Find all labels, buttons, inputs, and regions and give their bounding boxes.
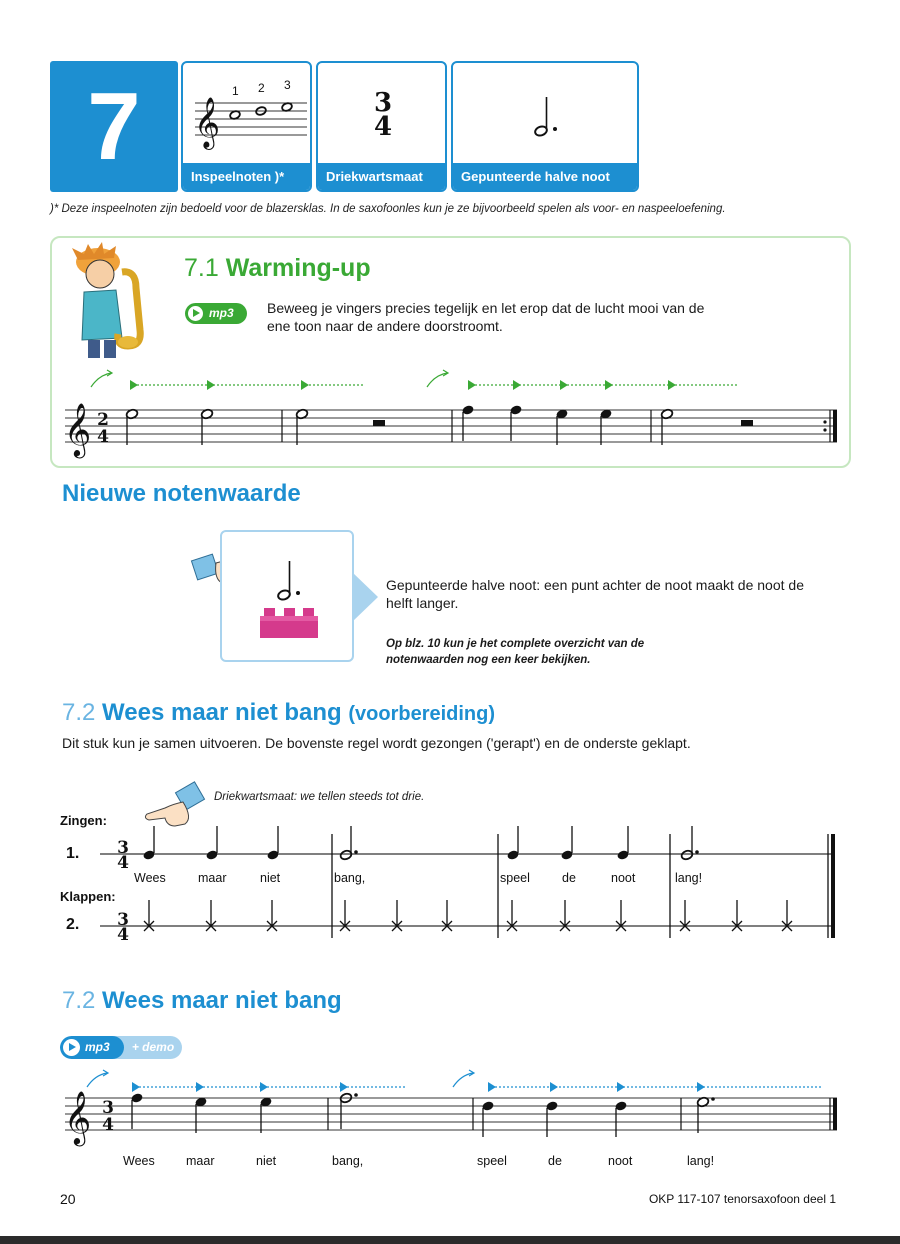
card-inspeelnoten <box>181 61 312 192</box>
page-edge <box>0 1236 900 1244</box>
mp3-part[interactable] <box>60 1036 124 1059</box>
pointer-arrow <box>352 572 378 622</box>
mp3-label: mp3 <box>209 306 234 320</box>
warmup-staff <box>55 365 845 465</box>
new-value-heading: Nieuwe notenwaarde <box>62 480 301 507</box>
dotted-half-note-card <box>220 530 354 662</box>
warmup-number: 7.1 <box>184 254 219 282</box>
prep-number: 7.2 <box>62 699 96 726</box>
line2-number: 2. <box>66 916 80 933</box>
prep-lyric-3: niet <box>260 871 281 885</box>
prep-lyric-1: Wees <box>134 871 166 885</box>
prep-intro: Dit stuk kun je samen uitvoeren. De bovenste regel wordt gezongen ('gerapt') en de onderste geklapt. <box>62 735 691 751</box>
prep-lyric-8: lang! <box>675 871 703 885</box>
note-number-3: 3 <box>284 78 291 92</box>
mp3-button[interactable] <box>185 303 247 324</box>
treble-clef-icon: 𝄞 <box>194 97 221 148</box>
prep-subtitle: (voorbereiding) <box>348 703 496 725</box>
line1-number: 1. <box>66 845 80 862</box>
play-icon <box>63 1039 80 1056</box>
prep-title <box>62 699 495 727</box>
song-lyric-4: bang, <box>332 1154 364 1168</box>
prep-lyric-7: noot <box>611 871 636 885</box>
prep-hint: Driekwartsmaat: we tellen steeds tot drie. <box>214 791 425 803</box>
saxophone-player-illustration <box>64 242 154 362</box>
note-and-block-illustration <box>222 532 356 662</box>
publication-code: OKP 117-107 tenorsaxofoon deel 1 <box>648 1192 836 1206</box>
warmup-notes-staff <box>183 63 312 163</box>
time-sig-top-2: 3 <box>117 910 129 930</box>
song-lyric-2: maar <box>186 1154 215 1168</box>
time-sig-bottom: 4 <box>97 427 109 447</box>
prep-rhythm-score <box>100 820 860 960</box>
dotted-half-note-icon <box>453 63 639 163</box>
song-title-text: Wees maar niet bang <box>102 987 342 1014</box>
time-sig-top: 3 <box>102 1098 114 1118</box>
svg-text:4: 4 <box>373 112 393 142</box>
mp3-label: mp3 <box>85 1040 110 1054</box>
prep-lyric-4: bang, <box>334 871 366 885</box>
card-caption-inspeelnoten: Inspeelnoten )* <box>183 163 310 190</box>
line1-label: Zingen: <box>60 813 107 828</box>
time-sig-bottom-2: 4 <box>117 925 129 945</box>
prep-lyric-6: de <box>562 871 576 885</box>
time-sig-top: 3 <box>117 838 129 858</box>
page-number: 20 <box>60 1191 76 1207</box>
time-sig-top: 2 <box>97 410 109 430</box>
warmup-title <box>184 254 371 283</box>
card-caption-gepunteerde: Gepunteerde halve noot <box>453 163 637 190</box>
treble-clef-icon: 𝄞 <box>64 1090 92 1144</box>
card-driekwartsmaat <box>316 61 447 192</box>
note-number-1: 1 <box>232 84 239 98</box>
song-number: 7.2 <box>62 987 96 1014</box>
play-icon <box>188 306 203 321</box>
note-number-2: 2 <box>258 81 265 95</box>
song-lyric-6: de <box>548 1154 562 1168</box>
chapter-number: 7 <box>50 61 178 192</box>
song-lyric-5: speel <box>477 1154 507 1168</box>
footnote: )* Deze inspeelnoten zijn bedoeld voor de blazersklas. In de saxofoonles kun je ze bijvoorbeeld spelen als voor- en naspeeloefening. <box>50 203 726 215</box>
demo-label[interactable]: + demo <box>131 1040 175 1054</box>
line2-label: Klappen: <box>60 889 116 904</box>
prep-title-text: Wees maar niet bang <box>102 699 342 726</box>
svg-text:3: 3 <box>373 88 393 118</box>
prep-lyric-2: maar <box>198 871 227 885</box>
new-value-note: Op blz. 10 kun je het complete overzicht van de notenwaarden nog een keer bekijken. <box>386 638 645 666</box>
warmup-title-text: Warming-up <box>225 254 371 282</box>
song-lyric-1: Wees <box>123 1154 155 1168</box>
card-caption-driekwartsmaat: Driekwartsmaat <box>318 163 445 190</box>
song-staff <box>55 1065 845 1175</box>
card-gepunteerde-halve-noot <box>451 61 639 192</box>
warmup-instructions: Beweeg je vingers precies tegelijk en let erop dat de lucht mooi van de ene toon naar de andere doorstroomt. <box>267 300 705 334</box>
prep-lyric-5: speel <box>500 871 530 885</box>
song-lyric-7: noot <box>608 1154 633 1168</box>
new-value-description: Gepunteerde halve noot: een punt achter de noot maakt de noot de helft langer. <box>386 577 804 611</box>
song-title <box>62 987 342 1015</box>
time-signature-3-4 <box>318 63 447 163</box>
mp3-demo-button[interactable] <box>60 1036 182 1059</box>
treble-clef-icon: 𝄞 <box>64 402 92 456</box>
time-sig-bottom: 4 <box>102 1115 114 1135</box>
song-lyric-3: niet <box>256 1154 277 1168</box>
time-sig-bottom: 4 <box>117 853 129 873</box>
song-lyric-8: lang! <box>687 1154 715 1168</box>
